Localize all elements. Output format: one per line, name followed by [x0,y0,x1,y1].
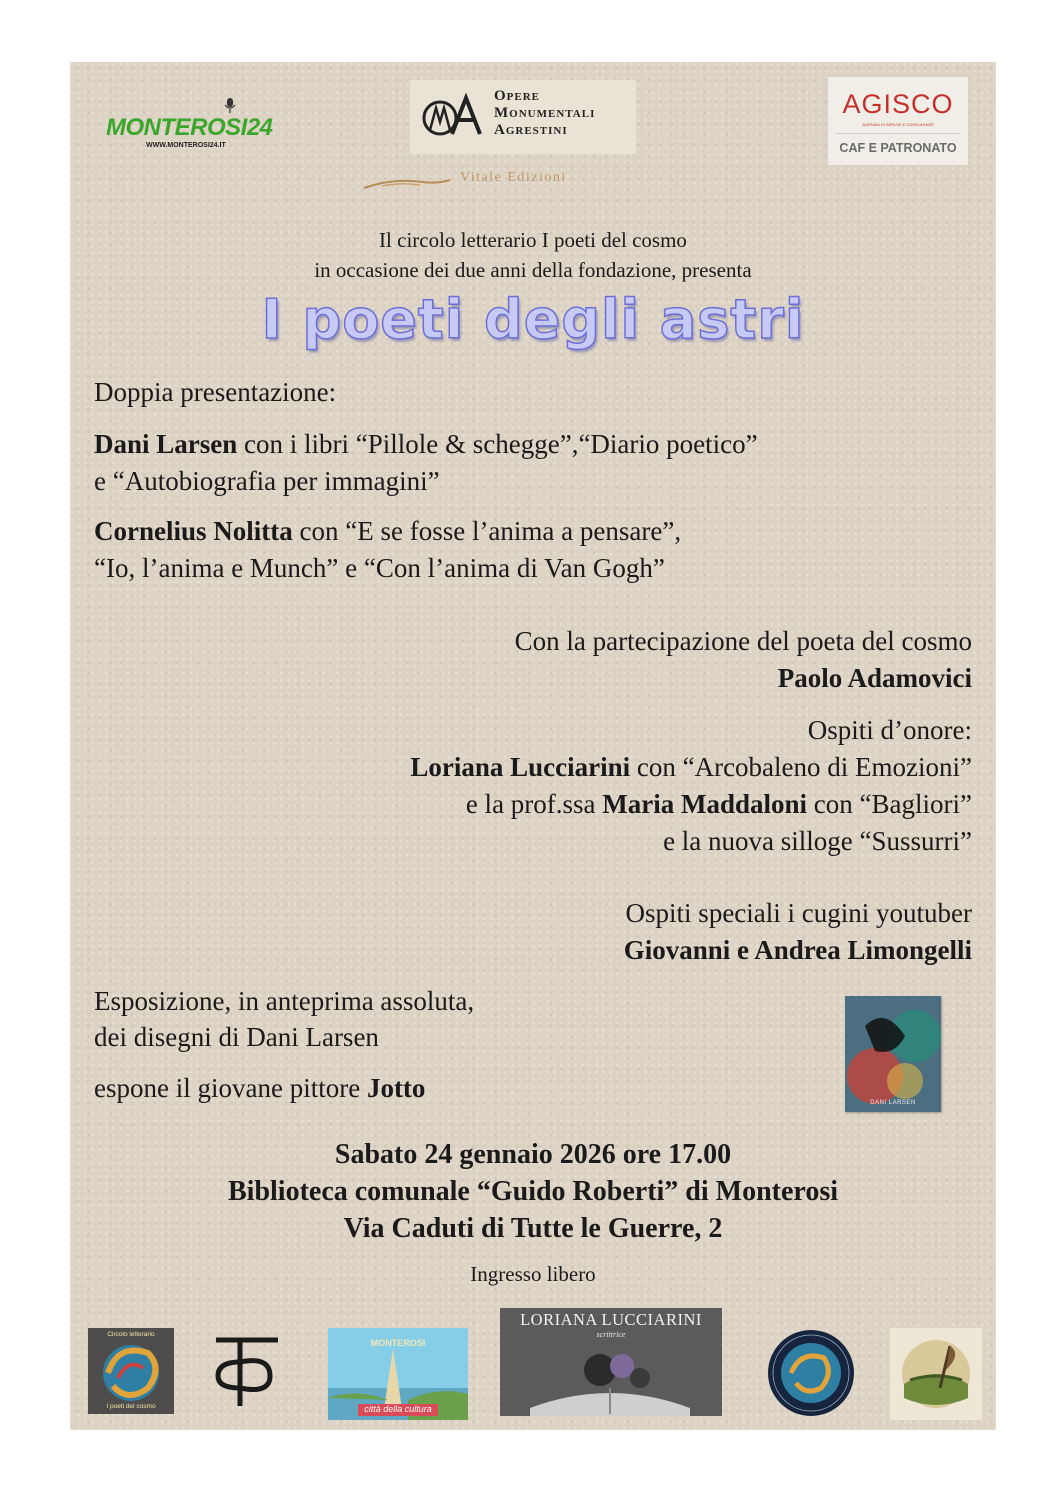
author-cornelius-nolitta: Cornelius Nolitta [94,516,293,546]
thumbnail-caption: DANI LARSEN [870,1100,916,1106]
landscape-quill-logo [890,1328,982,1420]
microphone-icon [224,98,236,114]
poeti-del-cosmo-logo [88,1328,174,1414]
partecipazione-text: Con la partecipazione del poeta del cosmo [514,626,972,656]
espone-line: espone il giovane pittore Jotto [94,1073,426,1103]
vitale-name: Vitale Edizioni [460,170,567,185]
monterosi-logo-title: MONTEROSI [370,1338,426,1348]
servizio-publications-logo [766,1328,856,1418]
presentation-1-line-2: e “Autobiografia per immagini” [94,466,440,496]
loriana-logo-subtitle: scrittrice [596,1330,626,1339]
intro-line-1: Il circolo letterario I poeti del cosmo [379,228,687,252]
monterosi-citta-cultura-logo [328,1328,468,1420]
event-address: Via Caduti di Tutte le Guerre, 2 [343,1213,723,1244]
monterosi24-url: WWW.MONTEROSI24.IT [146,142,226,149]
oma-name: Opere Monumentali Agrestini [494,88,596,138]
oma-logo [410,80,636,154]
vitale-edizioni-logo [362,168,682,192]
ospite-2-line-2: e la nuova silloge “Sussurri” [663,826,972,856]
agisco-subtitle: AGENZIA DI SERVIZI E CONSULENZE [862,122,934,127]
author-dani-larsen: Dani Larsen [94,429,238,459]
agisco-logo [827,76,969,166]
monterosi24-logo [106,96,273,156]
ospiti-speciali-names: Giovanni e Andrea Limongelli [623,935,972,965]
partecipazione-name: Paolo Adamovici [777,663,972,693]
presentation-2-line-1: Cornelius Nolitta con “E se fosse l’anima a pensare”, [94,516,682,546]
agisco-caf: CAF E PATRONATO [839,141,957,155]
agisco-divider [836,133,960,134]
ospite-2-line-1: e la prof.ssa Maria Maddaloni con “Bagliori” [465,789,972,819]
ospiti-speciali-text: Ospiti speciali i cugini youtuber [625,898,972,928]
monterosi24-name: MONTEROSI24 [106,114,273,141]
agisco-name: AGISCO [842,89,954,119]
rp-monogram-logo [210,1326,284,1410]
cosmo-swirl-icon [88,1328,174,1414]
presentation-1-line-1: Dani Larsen con i libri “Pillole & schegge”,“Diario poetico” [94,429,758,459]
cosmo-logo-bottom-text: I poeti del cosmo [106,1403,156,1410]
ospite-1: Loriana Lucciarini con “Arcobaleno di Emozioni” [410,752,972,782]
loriana-logo-title: LORIANA LUCCIARINI [520,1310,702,1329]
quill-icon [362,176,452,190]
event-place: Biblioteca comunale “Guido Roberti” di Monterosi [227,1176,839,1207]
book-cover-thumbnail [845,996,941,1112]
esposizione-line-1: Esposizione, in anteprima assoluta, [94,986,475,1016]
monterosi-logo-subtitle: città della cultura [364,1404,432,1414]
abstract-painting-icon [845,996,941,1112]
ospiti-onore-heading: Ospiti d’onore: [807,715,972,745]
oma-monogram-icon [420,90,486,144]
loriana-lucciarini-logo [500,1308,722,1416]
esposizione-line-2: dei disegni di Dani Larsen [94,1022,379,1052]
doppia-presentazione: Doppia presentazione: [94,377,337,407]
ingresso-libero: Ingresso libero [470,1262,596,1286]
event-title: I poeti degli astri [261,288,805,351]
cosmo-logo-top-text: Circolo letterario [107,1331,155,1338]
event-date: Sabato 24 gennaio 2026 ore 17.00 [334,1139,732,1170]
event-poster [70,62,996,1430]
landscape-quill-icon [890,1328,982,1420]
intro-line-2: in occasione dei due anni della fondazione, presenta [314,258,752,282]
presentation-2-line-2: “Io, l’anima e Munch” e “Con l’anima di Van Gogh” [94,553,665,583]
